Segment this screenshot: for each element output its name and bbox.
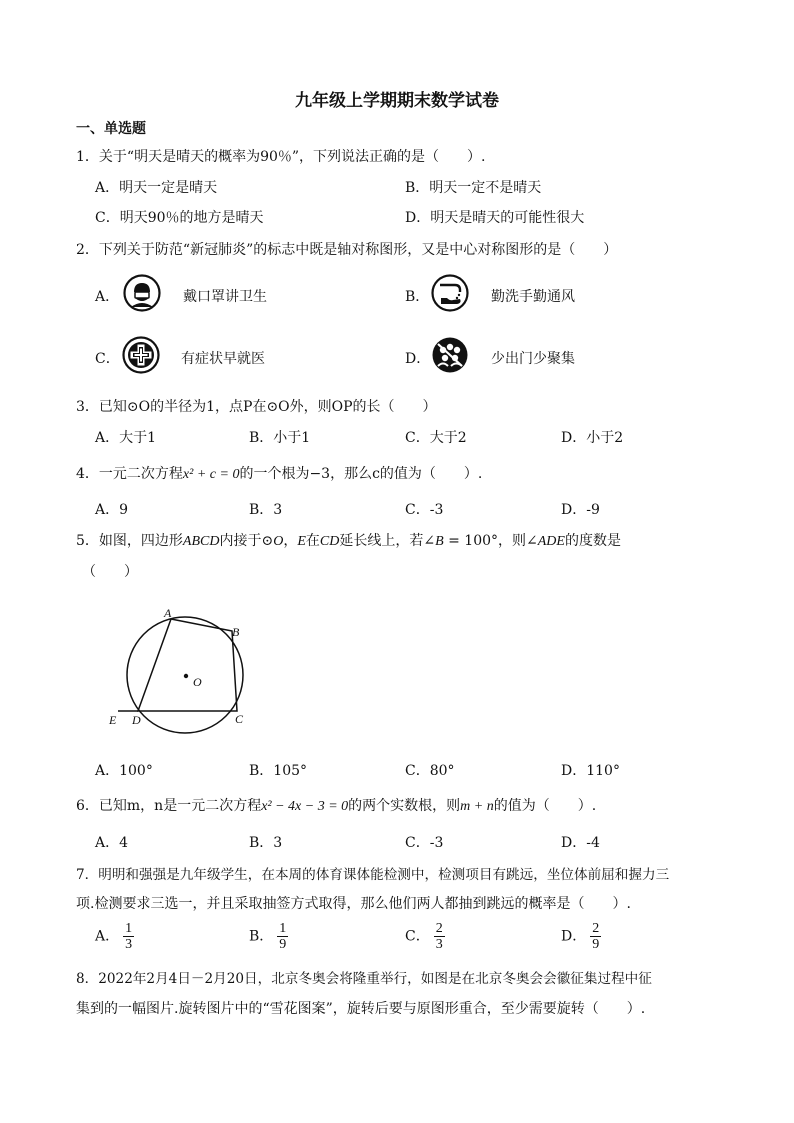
q4-equation: x² + c = 0 (182, 467, 240, 482)
q1-option-c: C．明天90％的地方是晴天 (95, 210, 264, 226)
q4-stem-suffix: 的一个根为−3，那么c的值为（ ）. (239, 466, 483, 482)
q7-option-b (249, 921, 288, 952)
q6-text-1: 6．已知m，n是一元二次方程 (76, 798, 262, 814)
q4-option-c: C．-3 (405, 502, 444, 518)
page-title: 九年级上学期期末数学试卷 (295, 91, 499, 111)
question-5-stem (76, 530, 621, 550)
q2-option-d-letter: D． (405, 351, 431, 367)
q5-text-7: 的度数是 (564, 533, 621, 549)
q6-text-2: 的两个实数根，则 (348, 798, 461, 814)
crowd-forbidden-icon (431, 336, 469, 374)
q7-option-a-letter: A． (95, 928, 120, 945)
label-e: E (109, 713, 117, 727)
q6-option-c: C．-3 (405, 835, 444, 851)
question-8-line-2: 集到的一幅图片.旋转图片中的“雪花图案”，旋转后要与原图形重合，至少需要旋转（ ）. (76, 1001, 646, 1017)
q7-d-denominator: 9 (592, 937, 600, 952)
q5-option-d: D．110° (561, 763, 620, 779)
q2-option-d-text: 少出门少聚集 (491, 351, 575, 367)
q5-point-e: E (297, 534, 306, 549)
question-7-line-2: 项.检测要求三选一，并且采取抽签方式取得，那么他们两人都抽到跳远的概率是（ ）. (76, 896, 631, 912)
q7-option-d-fraction (590, 921, 601, 952)
q4-option-b: B．3 (249, 502, 283, 518)
label-c: C (235, 712, 244, 726)
question-2-stem: 2．下列关于防范“新冠肺炎”的标志中既是轴对称图形，又是中心对称图形的是（ ） (76, 242, 618, 258)
q7-b-denominator: 9 (279, 937, 287, 952)
q7-b-numerator: 1 (279, 921, 287, 936)
q4-option-a: A．9 (95, 502, 129, 518)
q5-quad: ABCD (182, 534, 220, 549)
q5-text-4: 在 (305, 533, 320, 549)
circle-quadrilateral-figure (100, 600, 260, 740)
label-d: D (132, 713, 141, 727)
q7-a-denominator: 3 (125, 937, 133, 952)
label-b: B (232, 625, 240, 639)
q3-option-c: C．大于2 (405, 430, 467, 446)
q5-option-b: B．105° (249, 763, 308, 779)
q6-equation: x² − 4x − 3 = 0 (261, 799, 349, 814)
q5-text-5: 延长线上，若∠ (339, 533, 436, 549)
q5-text-6: = 100°，则∠ (443, 533, 538, 549)
question-6-stem (76, 795, 596, 815)
q5-paren: （ ） (82, 564, 138, 580)
mask-person-icon (123, 274, 161, 312)
q5-angle-b: B (435, 534, 444, 549)
q1-option-d: D．明天是晴天的可能性很大 (405, 210, 585, 226)
q2-option-c-text: 有症状早就医 (181, 351, 265, 367)
q2-option-a-text: 戴口罩讲卫生 (183, 289, 267, 305)
q7-c-numerator: 2 (435, 921, 443, 936)
hand-washing-icon (431, 274, 469, 312)
q7-option-d-letter: D． (561, 928, 587, 945)
question-3-stem: 3．已知⊙O的半径为1，点P在⊙O外，则OP的长（ ） (76, 399, 437, 415)
label-o: O (193, 675, 202, 689)
q5-circle: O (273, 534, 284, 549)
q7-option-b-letter: B． (249, 928, 274, 945)
q1-option-a: A．明天一定是晴天 (95, 180, 218, 196)
medical-cross-icon (122, 336, 160, 374)
q7-c-denominator: 3 (435, 937, 443, 952)
question-1-stem: 1．关于“明天是晴天的概率为90％”，下列说法正确的是（ ）. (76, 149, 486, 165)
question-4-stem (76, 463, 482, 483)
q6-text-3: 的值为（ ）. (493, 798, 597, 814)
q7-option-c-fraction (434, 921, 445, 952)
q2-option-b-text: 勤洗手勤通风 (491, 289, 575, 305)
q5-text-2: 内接于⊙ (219, 533, 274, 549)
q4-stem-prefix: 4．一元二次方程 (76, 466, 183, 482)
q5-text-3: ， (283, 533, 298, 549)
q7-option-d (561, 921, 601, 952)
q2-option-c-letter: C． (95, 351, 120, 367)
question-7-line-1: 7．明明和强强是九年级学生，在本周的体育课体能检测中，检测项目有跳远，坐位体前屈和握力三 (76, 867, 670, 883)
q5-seg-cd: CD (319, 534, 340, 549)
q5-text-1: 5．如图，四边形 (76, 533, 183, 549)
q7-option-c-letter: C． (405, 928, 430, 945)
q3-option-d: D．小于2 (561, 430, 624, 446)
q7-d-numerator: 2 (592, 921, 600, 936)
q7-option-a-fraction (123, 921, 134, 952)
q2-option-a-letter: A． (95, 289, 120, 305)
q3-option-a: A．大于1 (95, 430, 157, 446)
q6-option-a: A．4 (95, 835, 129, 851)
q6-option-d: D．-4 (561, 835, 600, 851)
q7-option-c (405, 921, 445, 952)
q1-option-b: B．明天一定不是晴天 (405, 180, 542, 196)
q7-option-a (95, 921, 134, 952)
q5-option-c: C．80° (405, 763, 455, 779)
q5-option-a: A．100° (95, 763, 153, 779)
q6-sum: m + n (460, 799, 494, 814)
q5-angle-ade: ADE (537, 534, 565, 549)
q7-option-b-fraction (277, 921, 288, 952)
question-8-line-1: 8．2022年2月4日－2月20日，北京冬奥会将隆重举行，如图是在北京冬奥会会徽征集过程中征 (76, 971, 652, 987)
label-a: A (164, 606, 172, 620)
q7-a-numerator: 1 (125, 921, 133, 936)
q3-option-b: B．小于1 (249, 430, 311, 446)
q2-option-b-letter: B． (405, 289, 430, 305)
section-heading: 一、单选题 (76, 121, 146, 137)
q6-option-b: B．3 (249, 835, 283, 851)
q4-option-d: D．-9 (561, 502, 600, 518)
